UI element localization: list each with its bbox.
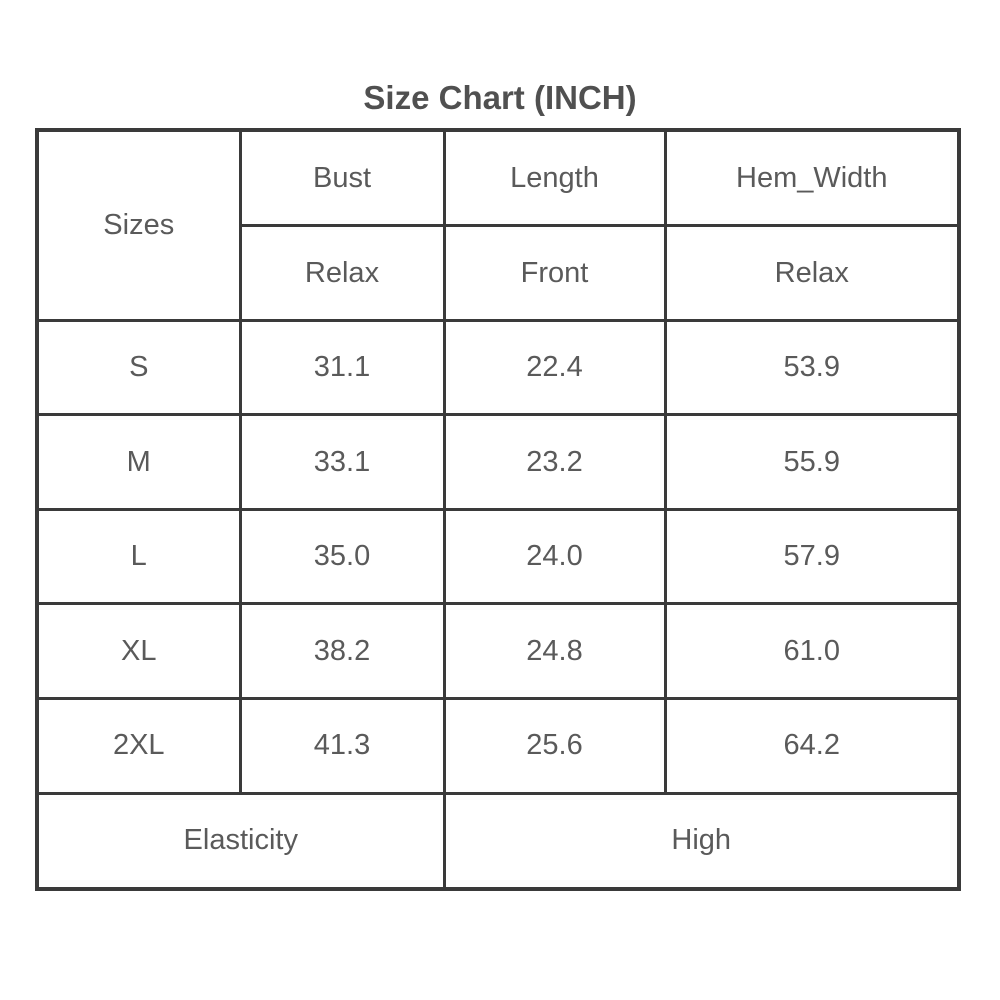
- header-row: [37, 130, 959, 226]
- bust-cell: 38.2: [240, 604, 444, 699]
- size-cell: M: [37, 415, 240, 510]
- length-cell: 23.2: [444, 415, 665, 510]
- length-subheader: Front: [444, 226, 665, 321]
- elasticity-value: High: [444, 793, 959, 889]
- bust-subheader: Relax: [240, 226, 444, 321]
- chart-title: Size Chart (INCH): [363, 79, 637, 116]
- length-cell: 24.8: [444, 604, 665, 699]
- length-cell: 24.0: [444, 509, 665, 604]
- hem-width-cell: 64.2: [665, 699, 959, 794]
- table-row: [37, 509, 959, 604]
- hem-width-header: Hem_Width: [665, 130, 959, 226]
- hem-width-cell: 55.9: [665, 415, 959, 510]
- table-row: [37, 320, 959, 415]
- size-chart-table: [35, 128, 961, 891]
- hem-width-cell: 57.9: [665, 509, 959, 604]
- bust-cell: 35.0: [240, 509, 444, 604]
- size-cell: 2XL: [37, 699, 240, 794]
- size-cell: S: [37, 320, 240, 415]
- hem-width-subheader: Relax: [665, 226, 959, 321]
- hem-width-cell: 61.0: [665, 604, 959, 699]
- table-row: [37, 604, 959, 699]
- bust-header: Bust: [240, 130, 444, 226]
- bust-cell: 41.3: [240, 699, 444, 794]
- bust-cell: 31.1: [240, 320, 444, 415]
- elasticity-row: [37, 793, 959, 889]
- table-row: [37, 699, 959, 794]
- length-header: Length: [444, 130, 665, 226]
- size-cell: XL: [37, 604, 240, 699]
- length-cell: 25.6: [444, 699, 665, 794]
- length-cell: 22.4: [444, 320, 665, 415]
- sizes-header: Sizes: [37, 130, 240, 320]
- hem-width-cell: 53.9: [665, 320, 959, 415]
- bust-cell: 33.1: [240, 415, 444, 510]
- elasticity-label: Elasticity: [37, 793, 444, 889]
- table-row: [37, 415, 959, 510]
- size-cell: L: [37, 509, 240, 604]
